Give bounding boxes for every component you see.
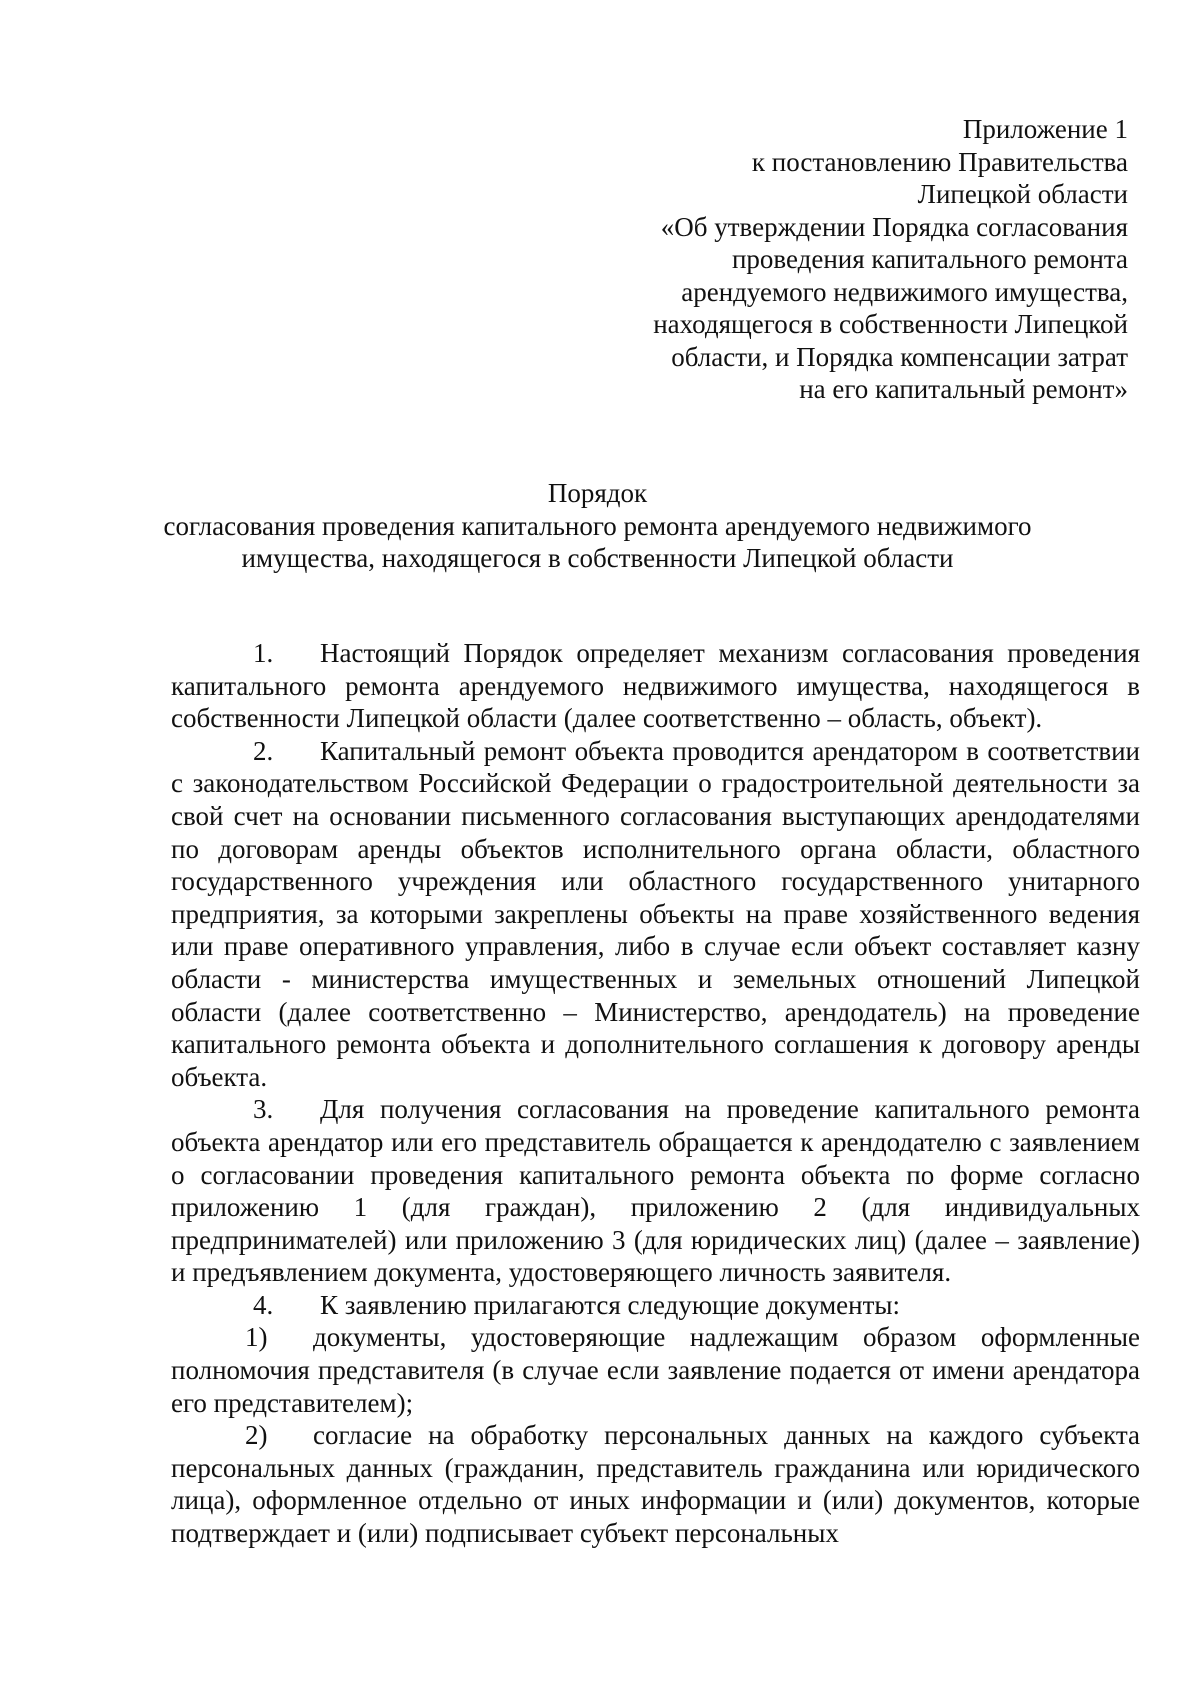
sub-item-text: согласие на обработку персональных данных на каждого субъекта персональных данных (гражданин, представитель гражданина или юридического лица), оформленное отдельно от иных информации и (или) документов, которые подтверждает и (или) подписывает субъект персональных (171, 1420, 1140, 1549)
numbered-paragraph (171, 1093, 1140, 1289)
sub-item-number: 2) (245, 1420, 268, 1451)
appendix-line: проведения капитального ремонта (731, 244, 1128, 274)
sub-item (171, 1419, 1140, 1549)
appendix-line: Приложение 1 (962, 114, 1128, 144)
appendix-line: области, и Порядка компенсации затрат (671, 341, 1128, 372)
paragraph-text: К заявлению прилагаются следующие документы: (320, 1289, 901, 1320)
appendix-line: на его капитальный ремонт» (799, 374, 1128, 404)
appendix-line: Липецкой области (917, 179, 1128, 209)
appendix-line: к постановлению Правительства (751, 146, 1128, 177)
numbered-paragraph (171, 1289, 1140, 1322)
numbered-paragraph (171, 735, 1140, 1094)
title-subtitle-line: согласования проведения капитального ремонта арендуемого недвижимого (163, 510, 1032, 541)
paragraph-number: 1. (253, 638, 274, 668)
sub-item (171, 1321, 1140, 1419)
appendix-line: арендуемого недвижимого имущества, (681, 276, 1128, 307)
title-subtitle-line: имущества, находящегося в собственности Липецкой области (241, 543, 954, 573)
paragraph-text: Для получения согласования на проведение капитального ремонта объекта арендатор или его представитель обращается к арендодателю с заявлением о согласовании проведения капитального ремонта объекта по форме согласно приложению 1 (для граждан), приложению 2 (для индивидуальных предпринимателей) или приложению 3 (для юридических лиц) (далее – заявление) и предъявлением документа, удостоверяющего личность заявителя. (171, 1094, 1140, 1288)
paragraph-text: Настоящий Порядок определяет механизм согласования проведения капитального ремонта арендуемого недвижимого имущества, находящегося в собственности Липецкой области (далее соответственно – область, объект). (171, 638, 1140, 734)
paragraph-number: 4. (253, 1289, 274, 1320)
paragraph-number: 2. (253, 735, 274, 766)
appendix-line: находящегося в собственности Липецкой (653, 309, 1128, 339)
appendix-header (568, 113, 1128, 406)
appendix-line: «Об утверждении Порядка согласования (660, 211, 1128, 242)
sub-item-text: документы, удостоверяющие надлежащим образом оформленные полномочия представителя (в случае если заявление подается от имени арендатора его представителем); (171, 1322, 1140, 1418)
sub-item-number: 1) (245, 1322, 268, 1353)
document-title (150, 477, 1045, 575)
numbered-paragraph (171, 637, 1140, 735)
paragraph-text: Капитальный ремонт объекта проводится арендатором в соответствии с законодательством Российской Федерации о градостроительной деятельности за свой счет на основании письменного согласования выступающих арендодателями по договорам аренды объектов исполнительного органа области, областного государственного учреждения или областного государственного унитарного предприятия, за которыми закреплены объекты на праве хозяйственного ведения или праве оперативного управления, либо в случае если объект составляет казну области - министерства имущественных и земельных отношений Липецкой области (далее соответственно – Министерство, арендодатель) на проведение капитального ремонта объекта и дополнительного соглашения к договору аренды объекта. (171, 735, 1140, 1092)
paragraph-number: 3. (253, 1094, 274, 1125)
title-heading: Порядок (547, 478, 648, 508)
document-body (171, 637, 1140, 1550)
